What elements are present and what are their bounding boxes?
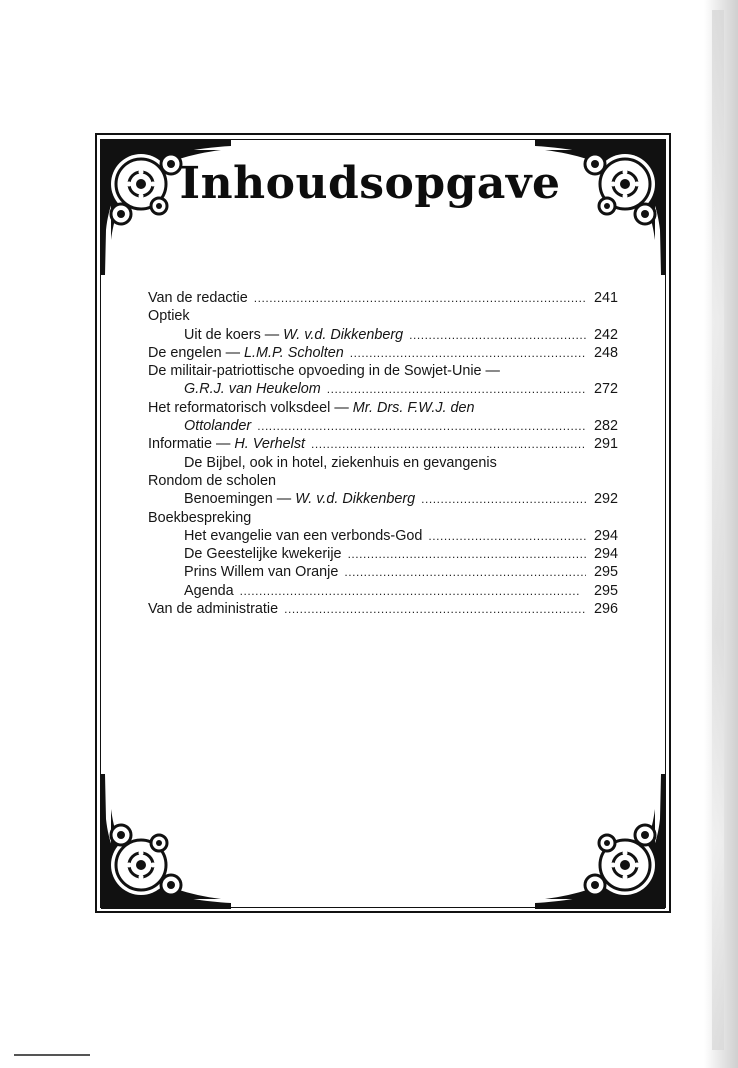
toc-entry-title: Prins Willem van Oranje [184, 564, 339, 581]
toc-entry-author: G.R.J. van Heukelom [184, 381, 321, 398]
toc-entry-title: Informatie — H. Verhelst [148, 436, 306, 453]
dot-leader [240, 582, 586, 600]
toc-section-heading[interactable] [148, 472, 618, 490]
dot-leader [409, 326, 586, 344]
toc-entry-title: Optiek [148, 308, 190, 325]
toc-entry[interactable] [148, 326, 618, 344]
dot-leader [350, 344, 586, 362]
toc-entry-title: Het evangelie van een verbonds-God [184, 527, 423, 544]
dot-leader [257, 417, 586, 435]
dot-leader [254, 289, 586, 307]
toc-entry-title: De Bijbel, ook in hotel, ziekenhuis en gevangenis [184, 454, 497, 471]
corner-ornament-bottom-left [101, 774, 231, 909]
toc-entry[interactable] [148, 600, 618, 618]
toc-entry[interactable] [148, 563, 618, 581]
page-edge-streak [712, 10, 724, 1050]
toc-entry-title: Van de administratie [148, 601, 279, 618]
toc-entry-title: Benoemingen — W. v.d. Dikkenberg [184, 491, 416, 508]
toc-entry-title: De Geestelijke kwekerije [184, 546, 342, 563]
toc-entry-title: Boekbespreking [148, 509, 252, 526]
dot-leader [428, 527, 586, 545]
toc-entry-page: 295 [593, 564, 618, 581]
toc-entry-page: 242 [593, 326, 618, 343]
toc-entry-page: 272 [593, 381, 618, 398]
toc-entry[interactable] [148, 527, 618, 545]
dot-leader [348, 545, 586, 563]
toc-entry-title: Uit de koers — W. v.d. Dikkenberg [184, 326, 404, 343]
toc-entry[interactable] [148, 490, 618, 508]
toc-entry-page: 292 [593, 491, 618, 508]
scan-mark [14, 1054, 90, 1056]
toc-entry[interactable] [148, 289, 618, 307]
toc-entry-author: L.M.P. Scholten [244, 344, 344, 361]
toc-entry-title: Van de redactie [148, 290, 248, 306]
toc-entry-title: Agenda [184, 582, 234, 599]
toc-entry-title: Het reformatorisch volksdeel — Mr. Drs. F.W.J. den [148, 399, 475, 416]
toc-entry-continuation[interactable] [148, 380, 618, 398]
dot-leader [327, 380, 586, 398]
dot-leader [344, 563, 586, 581]
toc-entry[interactable] [148, 545, 618, 563]
toc-entry-author: Ottolander [184, 418, 252, 435]
toc-entry[interactable] [148, 344, 618, 362]
toc-entry[interactable] [148, 435, 618, 453]
toc-entry-page: 291 [593, 436, 618, 453]
toc-entry-author: W. v.d. Dikkenberg [295, 491, 416, 508]
toc-section-heading[interactable] [148, 307, 618, 325]
toc-entry-page: 282 [593, 418, 618, 435]
toc-entry-title: De militair-patriottische opvoeding in de Sowjet-Unie — [148, 363, 500, 380]
toc-entry-title: Rondom de scholen [148, 472, 276, 489]
dot-leader [284, 600, 586, 618]
dot-leader [311, 435, 586, 453]
toc-entry-page: 296 [593, 601, 618, 618]
toc-entry-author: H. Verhelst [234, 436, 306, 453]
toc-entry-page: 294 [593, 546, 618, 563]
toc-entry-title: De engelen — L.M.P. Scholten [148, 344, 344, 361]
toc-entry-page: 294 [593, 527, 618, 544]
toc-entry[interactable] [148, 582, 618, 600]
toc-entry-page: 295 [593, 582, 618, 599]
toc-entry[interactable] [148, 362, 618, 380]
page-title: Inhoudsopgave [179, 158, 561, 209]
toc-entry-continuation[interactable] [148, 417, 618, 435]
table-of-contents [148, 289, 618, 618]
toc-entry-page: 241 [593, 290, 618, 306]
toc-entry-author: W. v.d. Dikkenberg [283, 326, 404, 343]
toc-entry-page: 248 [593, 344, 618, 361]
dot-leader [421, 490, 586, 508]
toc-entry-author: Mr. Drs. F.W.J. den [352, 399, 475, 416]
toc-subentry[interactable] [148, 454, 618, 472]
toc-section-heading[interactable] [148, 509, 618, 527]
toc-entry[interactable] [148, 399, 618, 417]
corner-ornament-bottom-right [535, 774, 665, 909]
